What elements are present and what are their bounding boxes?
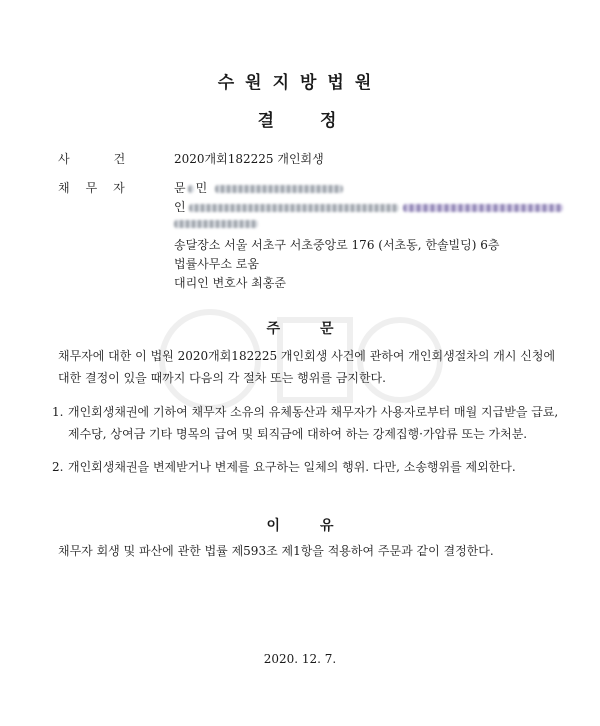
debtor-name-suffix: 민 bbox=[195, 181, 208, 195]
order-item-text: 개인회생채권을 변제받거나 변제를 요구하는 일체의 행위. 다만, 소송행위를 제외한다. bbox=[68, 460, 516, 474]
debtor-address-line-2 bbox=[174, 216, 258, 230]
document-type: 결정 bbox=[257, 111, 383, 131]
redacted-address-continued bbox=[174, 220, 258, 228]
debtor-address-prefix: 인 bbox=[174, 200, 186, 214]
decision-date: 2020. 12. 7. bbox=[263, 652, 337, 666]
redacted-address-detail bbox=[403, 204, 563, 212]
order-item-number: 2. bbox=[52, 460, 64, 474]
court-name: 수원지방법원 bbox=[217, 73, 383, 93]
order-item bbox=[52, 456, 562, 478]
debtor-label: 채무자 bbox=[58, 181, 141, 195]
redacted-address bbox=[189, 204, 399, 212]
order-item-text: 개인회생채권에 기하여 채무자 소유의 유체동산과 채무자가 사용자로부터 매월 지급받을 급료, 제수당, 상여금 기타 명목의 급여 및 퇴직금에 대하여 하는 강제집행·가압류 또는 가처분. bbox=[68, 405, 559, 441]
reason-heading: 이유 bbox=[266, 518, 374, 534]
order-item-number: 1. bbox=[52, 405, 64, 419]
case-number: 2020개회182225 개인회생 bbox=[174, 152, 324, 166]
redacted-name-part bbox=[188, 185, 194, 193]
debtor-name-line bbox=[174, 179, 343, 196]
law-office: 법률사무소 로움 bbox=[174, 257, 259, 271]
redacted-id-number bbox=[215, 185, 343, 193]
order-intro: 채무자에 대한 이 법원 2020개회182225 개인회생 사건에 관하여 개인회생절차의 개시 신청에 대한 결정이 있을 때까지 다음의 각 절차 또는 행위를 금지한다. bbox=[58, 349, 556, 385]
order-item bbox=[52, 401, 562, 445]
order-heading: 주문 bbox=[266, 321, 374, 337]
debtor-name-prefix: 문 bbox=[174, 181, 186, 195]
debtor-address-line bbox=[174, 198, 563, 215]
service-place: 송달장소 서울 서초구 서초중앙로 176 (서초동, 한솔빌딩) 6층 bbox=[174, 238, 500, 252]
case-label: 사건 bbox=[58, 152, 170, 166]
reason-text: 채무자 회생 및 파산에 관한 법률 제593조 제1항을 적용하여 주문과 같이 결정한다. bbox=[58, 544, 494, 558]
legal-agent: 대리인 변호사 최홍준 bbox=[174, 276, 286, 290]
